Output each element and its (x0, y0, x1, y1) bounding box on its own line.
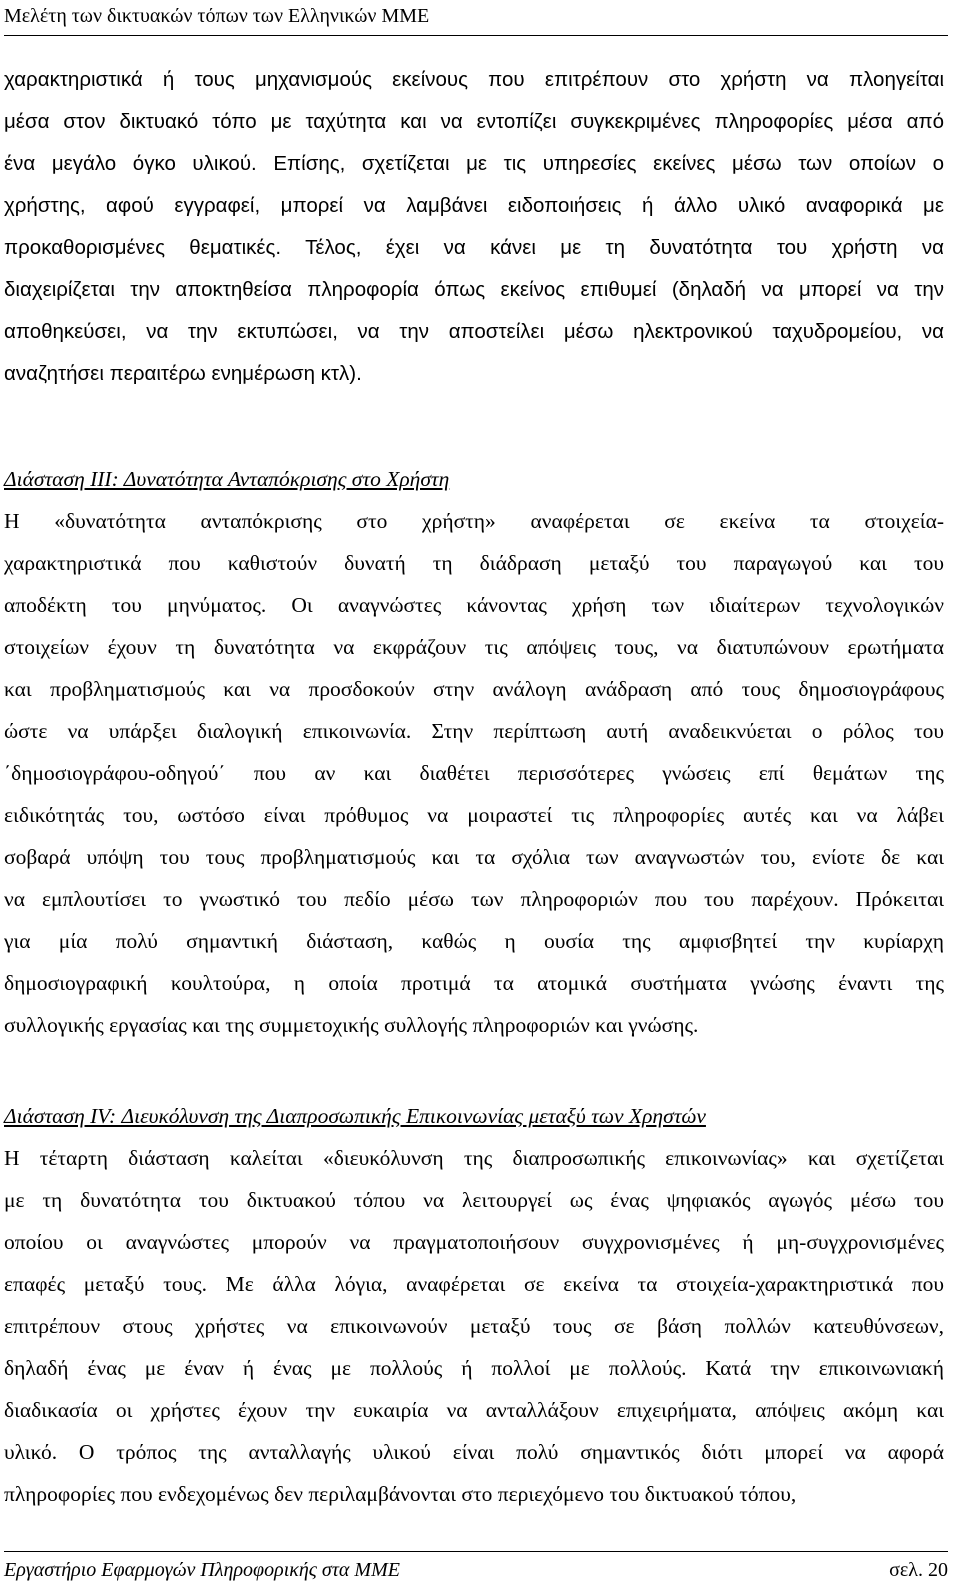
text-run: ειδικότητάς του, ωστόσο είναι πρόθυμος να μοιραστεί τις πληροφορίες αυτές και να λάβει (4, 803, 944, 827)
text-line (4, 1182, 944, 1224)
text-run: οποίου οι αναγνώστες μπορούν να πραγματοποιήσουν συγχρονισμένες ή μη-συγχρονισμένες (4, 1230, 944, 1254)
text-line (4, 503, 944, 545)
text-run: ένα μεγάλο όγκο υλικού. Επίσης, σχετίζεται με τις υπηρεσίες εκείνες μέσω των οποίων ο (4, 152, 944, 175)
text-line (4, 62, 944, 104)
paragraph-section-3 (4, 1098, 944, 1518)
running-header: Μελέτη των δικτυακών τόπων των Ελληνικών ΜΜΕ (4, 5, 430, 27)
text-run: στοιχείων έχουν τη δυνατότητα να εκφράζουν τις απόψεις τους, να διατυπώνουν ερωτήματα (4, 635, 944, 659)
text-line (4, 1308, 944, 1350)
text-line (4, 797, 944, 839)
text-run: χρήστης, αφού εγγραφεί, μπορεί να λαμβάνει ειδοποιήσεις ή άλλο υλικό αναφορικά με (4, 194, 944, 217)
text-line (4, 1392, 944, 1434)
text-run: προκαθορισμένες θεματικές. Τέλος, έχει να κάνει με τη δυνατότητα του χρήστη να (4, 236, 944, 259)
text-run: επιτρέπουν στους χρήστες να επικοινωνούν μεταξύ τους σε βάση πολλών κατευθύνσεων, (4, 1314, 944, 1338)
text-line (4, 923, 944, 965)
text-line (4, 839, 944, 881)
text-run: για μία πολύ σημαντική διάσταση, καθώς η ουσία της αμφισβητεί την κυρίαρχη (4, 929, 944, 953)
text-run: με τη δυνατότητα του δικτυακού τόπου να λειτουργεί ως ένας ψηφιακός αγωγός μέσω του (4, 1188, 944, 1212)
text-line (4, 1266, 944, 1308)
text-line (4, 1434, 944, 1476)
text-line (4, 713, 944, 755)
text-line (4, 965, 944, 1007)
text-run: χαρακτηριστικά που καθιστούν δυνατή τη διάδραση μεταξύ του παραγωγού και του (4, 551, 944, 575)
paragraph-section-1 (4, 62, 944, 398)
text-line (4, 881, 944, 923)
running-footer (4, 1558, 948, 1582)
text-run: δημοσιογραφική κουλτούρα, η οποία προτιμά τα ατομικά συστήματα γνώσης έναντι της (4, 971, 944, 995)
section-heading-4: Διάσταση ΙV: Διευκόλυνση της Διαπροσωπικής Επικοινωνίας μεταξύ των Χρηστών (4, 1104, 706, 1128)
paragraph-section-2 (4, 461, 944, 1049)
text-line (4, 545, 944, 587)
text-run: χαρακτηριστικά ή τους μηχανισμούς εκείνους που επιτρέπουν στο χρήστη να πλοηγείται (4, 68, 944, 91)
text-run: ώστε να υπάρξει διαλογική επικοινωνία. Στην περίπτωση αυτή αναδεικνύεται ο ρόλος του (4, 719, 944, 743)
text-line (4, 1350, 944, 1392)
text-line (4, 230, 944, 272)
header-rule (4, 35, 948, 36)
text-run: Η τέταρτη διάσταση καλείται «διευκόλυνση της διαπροσωπικής επικοινωνίας» και σχετίζεται (4, 1146, 944, 1170)
footer-lab-name: Εργαστήριο Εφαρμογών Πληροφορικής στα ΜΜΕ (4, 1559, 400, 1581)
text-run: αποθηκεύσει, να την εκτυπώσει, να την αποστείλει μέσω ηλεκτρονικού ταχυδρομείου, να (4, 320, 944, 343)
text-line (4, 314, 944, 356)
page-number: σελ. 20 (889, 1559, 948, 1581)
text-run: να εμπλουτίσει το γνωστικό του πεδίο μέσω των πληροφοριών που του παρέχουν. Πρόκειται (4, 887, 944, 911)
text-line (4, 1476, 944, 1518)
text-run: αναζητήσει περαιτέρω ενημέρωση κτλ). (4, 362, 362, 385)
text-run: ΄δημοσιογράφου-οδηγού΄ που αν και διαθέτει περισσότερες γνώσεις επί θεμάτων της (4, 761, 944, 785)
text-run: Η «δυνατότητα ανταπόκρισης στο χρήστη» αναφέρεται σε εκείνα τα στοιχεία- (4, 509, 944, 533)
text-line (4, 755, 944, 797)
text-run: αποδέκτη του μηνύματος. Οι αναγνώστες κάνοντας χρήση των ιδιαίτερων τεχνολογικών (4, 593, 944, 617)
text-line (4, 629, 944, 671)
footer-rule (4, 1551, 948, 1552)
text-line (4, 1140, 944, 1182)
text-line (4, 146, 944, 188)
text-run: διαδικασία οι χρήστες έχουν την ευκαιρία να ανταλλάξουν επιχειρήματα, απόψεις ακόμη και (4, 1398, 944, 1422)
section-heading-3: Διάσταση ΙΙΙ: Δυνατότητα Ανταπόκρισης στο Χρήστη (4, 467, 450, 491)
text-run: πληροφορίες που ενδεχομένως δεν περιλαμβάνονται στο περιεχόμενο του δικτυακού τόπου, (4, 1482, 797, 1506)
text-line (4, 671, 944, 713)
text-run: συλλογικής εργασίας και της συμμετοχικής συλλογής πληροφοριών και γνώσης. (4, 1013, 699, 1037)
text-line (4, 104, 944, 146)
text-line (4, 1007, 944, 1049)
text-run: και προβληματισμούς και να προσδοκούν στην ανάλογη ανάδραση από τους δημοσιογράφους (4, 677, 944, 701)
text-line (4, 188, 944, 230)
text-line (4, 272, 944, 314)
text-line (4, 587, 944, 629)
text-run: δηλαδή ένας με έναν ή ένας με πολλούς ή πολλοί με πολλούς. Κατά την επικοινωνιακή (4, 1356, 944, 1380)
text-run: μέσα στον δικτυακό τόπο με ταχύτητα και να εντοπίζει συγκεκριμένες πληροφορίες μέσα από (4, 110, 944, 133)
text-run: διαχειρίζεται την αποκτηθείσα πληροφορία όπως εκείνος επιθυμεί (δηλαδή να μπορεί να την (4, 278, 944, 301)
text-run: σοβαρά υπόψη του τους προβληματισμούς και τα σχόλια των αναγνωστών του, ενίοτε δε και (4, 845, 944, 869)
text-run: επαφές μεταξύ τους. Με άλλα λόγια, αναφέρεται σε εκείνα τα στοιχεία-χαρακτηριστικά που (4, 1272, 944, 1296)
text-line (4, 1224, 944, 1266)
text-run: υλικό. Ο τρόπος της ανταλλαγής υλικού είναι πολύ σημαντικός διότι μπορεί να αφορά (4, 1440, 944, 1464)
text-line (4, 356, 944, 398)
